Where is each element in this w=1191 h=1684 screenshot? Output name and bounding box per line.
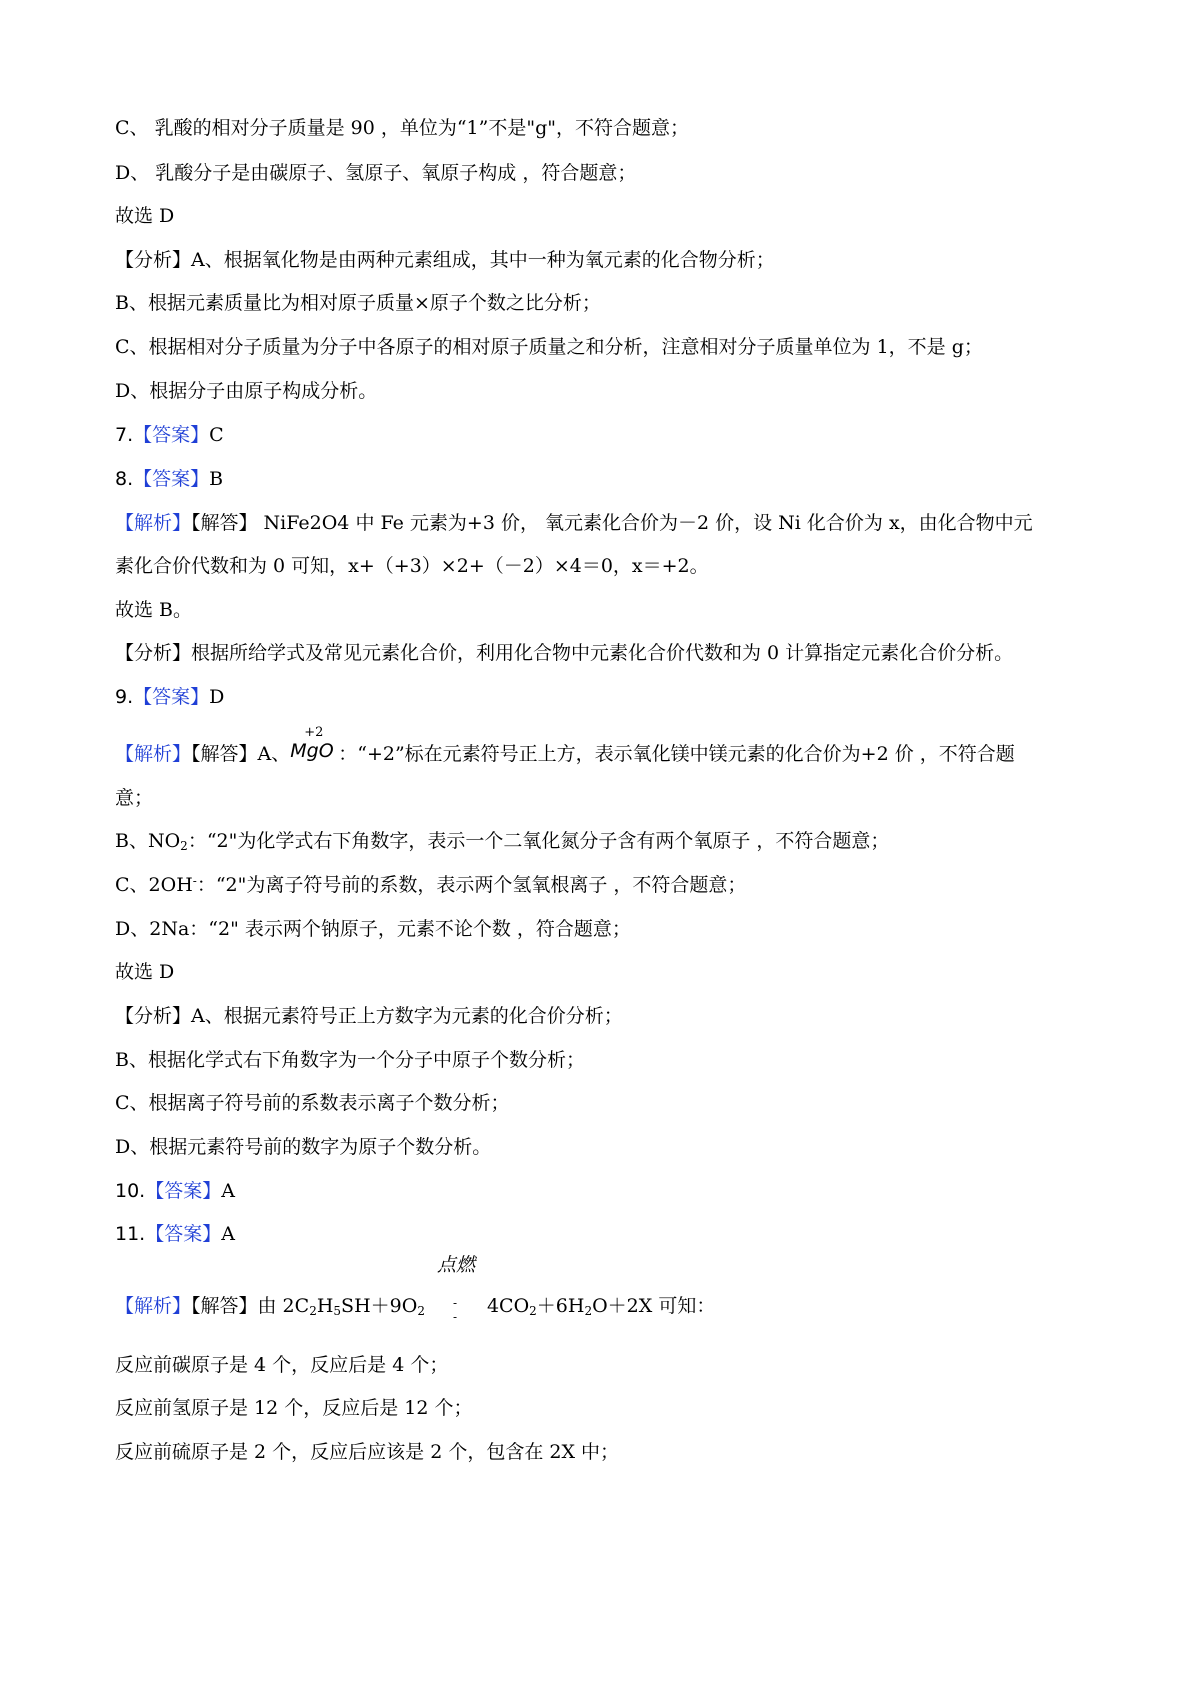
answer-line-q9: 9.【答案】D [115, 686, 225, 708]
text-line: C、根据相对分子质量为分子中各原子的相对原子质量之和分析，注意相对分子质量单位为 1，不是 g； [115, 336, 983, 358]
text-line: 故选 D [115, 205, 175, 227]
text-line: B、根据化学式右下角数字为一个分子中原子个数分析； [115, 1049, 585, 1071]
answer-line-q7: 7.【答案】C [115, 424, 224, 446]
text-line: 素化合价代数和为 0 可知，x+（+3）×2+（－2）×4＝0，x＝+2。 [115, 555, 709, 577]
explanation-tag: 【解析】 [115, 1295, 192, 1317]
text-line: D、根据元素符号前的数字为原子个数分析。 [115, 1136, 492, 1158]
answer-line-q10: 10.【答案】A [115, 1180, 235, 1202]
text-line: 故选 D [115, 961, 175, 983]
analysis-line: 【分析】A、根据元素符号正上方数字为元素的化合价分析； [115, 1005, 623, 1027]
answer-tag: 【答案】 [133, 686, 210, 708]
explanation-line: 【解析】【解答】 NiFe2O4 中 Fe 元素为+3 价， 氧元素化合价为－2 价，设 Ni 化合价为 x，由化合物中元 [115, 512, 1033, 534]
answer-line-q11: 11.【答案】A [115, 1223, 235, 1245]
reaction-condition: 点燃 - - [436, 1254, 475, 1324]
text-line: B、根据元素质量比为相对原子质量×原子个数之比分析； [115, 292, 601, 314]
text-line: C、根据离子符号前的系数表示离子个数分析； [115, 1092, 510, 1114]
equation-line: 【解析】【解答】由 $2C_2H_5SH+9O_2$ 点燃 - - $4CO_2+6H_2O+2X$ 可知： [115, 1254, 716, 1324]
answer-tag: 【答案】 [133, 424, 210, 446]
text-line: C、2OH-：“2"为离子符号前的系数，表示两个氢氧根离子 ，不符合题意； [115, 874, 747, 896]
text-line: D、根据分子由原子构成分析。 [115, 380, 378, 402]
text-line: C、 乳酸的相对分子质量是 90 ，单位为“1”不是"g"，不符合题意； [115, 117, 689, 139]
explanation-line: 【解析】【解答】A、 +2 MgO ：“+2”标在元素符号正上方，表示氧化镁中镁元素的化合价为+2 价 ，不符合题 [115, 725, 1015, 765]
answer-line-q8: 8.【答案】B [115, 468, 224, 490]
analysis-line: 【分析】A、根据氧化物是由两种元素组成，其中一种为氧元素的化合物分析； [115, 249, 775, 271]
explanation-tag: 【解析】 [115, 743, 192, 765]
answer-tag: 【答案】 [145, 1180, 222, 1202]
text-line: 反应前氢原子是 12 个，反应后是 12 个； [115, 1397, 473, 1419]
answer-tag: 【答案】 [145, 1223, 222, 1245]
analysis-line: 【分析】根据所给学式及常见元素化合价，利用化合物中元素化合价代数和为 0 计算指定元素化合价分析。 [115, 642, 1014, 664]
text-line: D、2Na：“2" 表示两个钠原子，元素不论个数 ，符合题意； [115, 918, 631, 940]
text-line: 反应前硫原子是 2 个，反应后应该是 2 个，包含在 2X 中； [115, 1441, 620, 1463]
explanation-tag: 【解析】 [115, 512, 192, 534]
text-line: 反应前碳原子是 4 个，反应后是 4 个； [115, 1354, 449, 1376]
analysis-tag: 【分析】 [115, 249, 192, 271]
text-line: D、 乳酸分子是由碳原子、氢原子、氧原子构成 ，符合题意； [115, 162, 637, 184]
answer-tag: 【答案】 [133, 468, 210, 490]
text-line: B、$NO_2$：“2"为化学式右下角数字，表示一个二氧化氮分子含有两个氧原子 ，不符合题意； [115, 830, 890, 853]
valence-formula: +2 MgO [290, 725, 334, 762]
text-line: 意； [115, 787, 154, 809]
text-line: 故选 B。 [115, 599, 193, 621]
